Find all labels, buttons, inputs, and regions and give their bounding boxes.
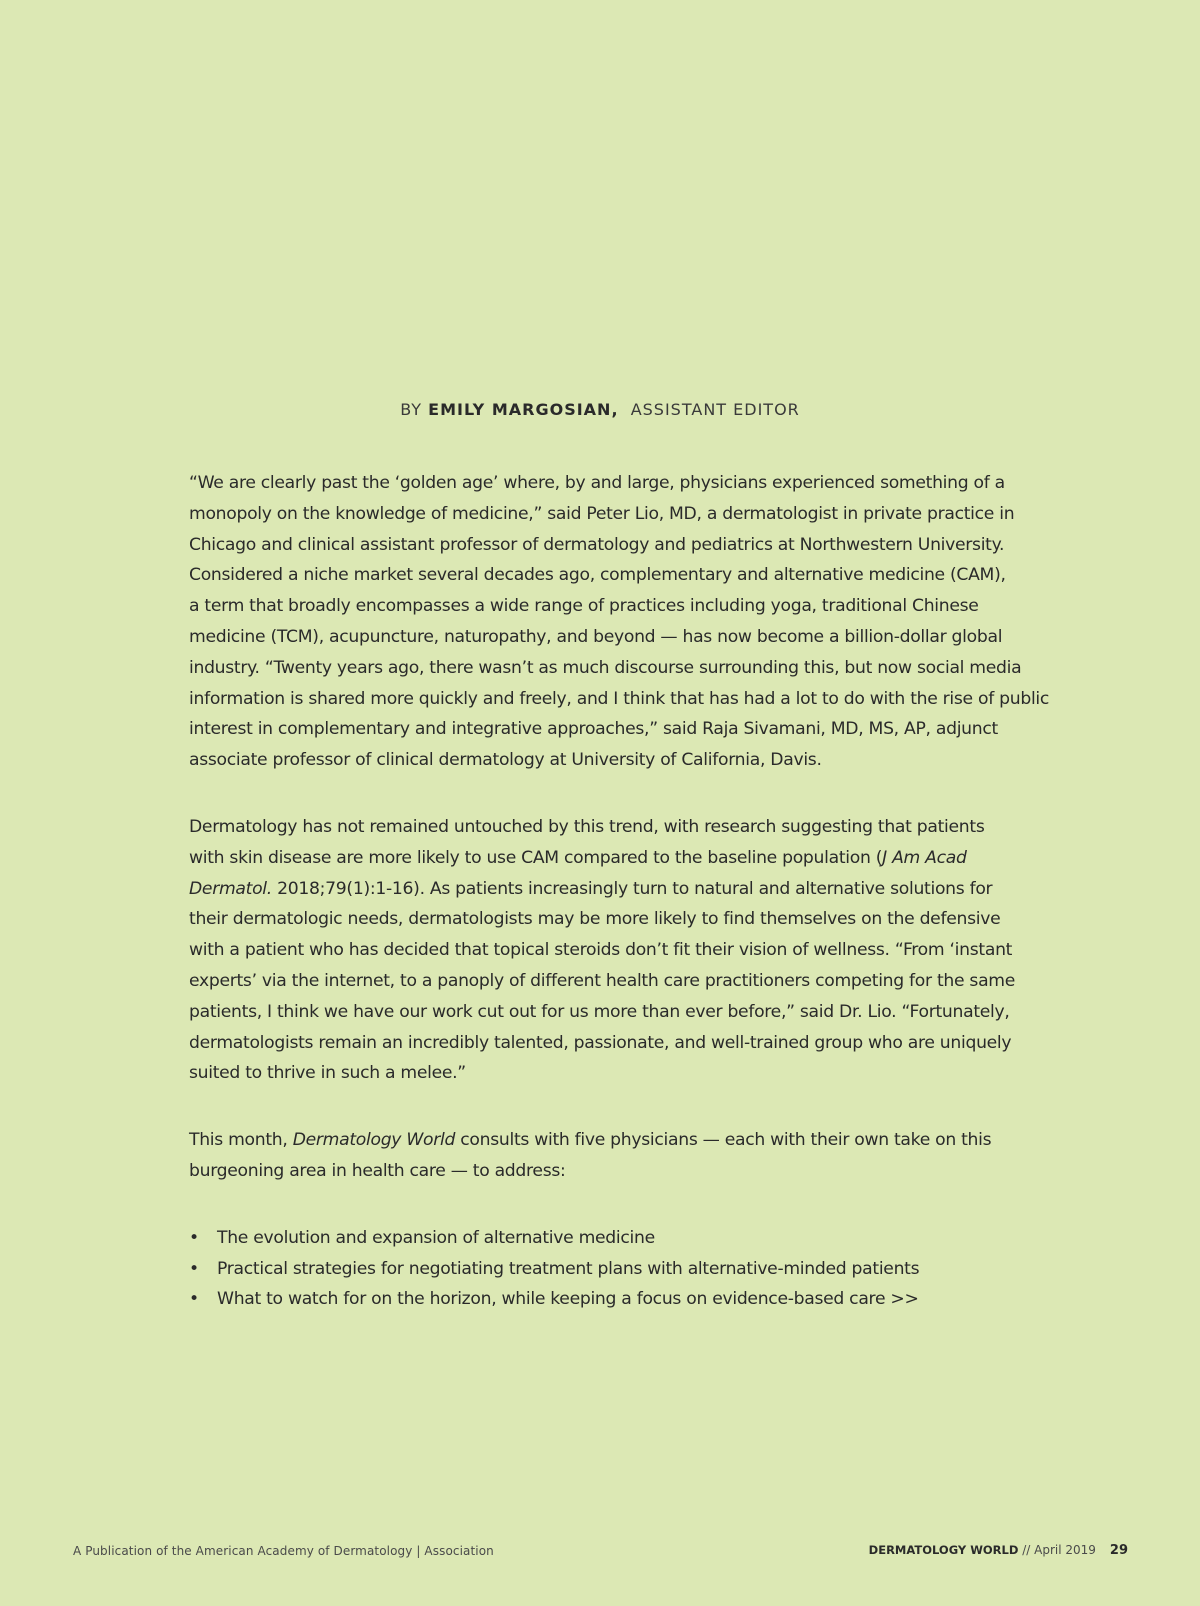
list-item <box>189 1254 1039 1285</box>
text-line: experts’ via the internet, to a panoply of different health care practitioners competing for the same <box>189 970 1016 991</box>
text-line: “We are clearly past the ‘golden age’ where, by and large, physicians experienced something of a <box>189 473 1005 493</box>
text-line <box>189 874 1039 905</box>
text-line: burgeoning area in health care — to address: <box>189 1160 566 1181</box>
magazine-title: Dermatology World <box>292 1130 456 1151</box>
byline-author: EMILY MARGOSIAN, <box>428 400 619 419</box>
bullet-icon: • <box>189 1289 199 1310</box>
text-line: Dermatology has not remained untouched by this trend, with research suggesting that patients <box>189 816 985 837</box>
text-run: with skin disease are more likely to use CAM compared to the baseline population ( <box>189 847 883 868</box>
text-line: patients, I think we have our work cut out for us more than ever before,” said Dr. Lio. “Fortunately, <box>189 1001 1010 1022</box>
paragraph-intro <box>189 468 1050 776</box>
list-item <box>189 1284 1039 1315</box>
text-line: their dermatologic needs, dermatologists may be more likely to find themselves on the defensive <box>189 909 1001 930</box>
text-line: associate professor of clinical dermatology at University of California, Davis. <box>189 750 822 771</box>
text-line <box>189 843 1039 874</box>
footer-issue-date: April 2019 <box>1034 1543 1096 1557</box>
article-body <box>189 468 1050 1315</box>
footer-publication: A Publication of the American Academy of Dermatology | Association <box>73 1544 494 1558</box>
text-run: consults with five physicians — each with their own take on this <box>455 1130 992 1151</box>
list-item-text: The evolution and expansion of alternative medicine <box>217 1227 655 1248</box>
bullet-icon: • <box>189 1227 199 1248</box>
text-run: 2018;79(1):1-16). As patients increasingly turn to natural and alternative solutions for <box>271 878 993 899</box>
text-line: information is shared more quickly and freely, and I think that has had a lot to do with the rise of public <box>189 688 1050 709</box>
text-line <box>189 1125 1039 1156</box>
text-line: a term that broadly encompasses a wide range of practices including yoga, traditional Chinese <box>189 596 979 617</box>
text-line: Considered a niche market several decades ago, complementary and alternative medicine (CAM), <box>189 565 1006 586</box>
text-line: suited to thrive in such a melee.” <box>189 1063 466 1084</box>
text-run: This month, <box>189 1130 293 1151</box>
list-item <box>189 1223 1039 1254</box>
byline-role: ASSISTANT EDITOR <box>630 400 800 419</box>
text-line: medicine (TCM), acupuncture, naturopathy, and beyond — has now become a billion-dollar global <box>189 626 1003 647</box>
paragraph-trend <box>189 812 1039 1089</box>
text-line: dermatologists remain an incredibly talented, passionate, and well-trained group who are uniquely <box>189 1032 1012 1053</box>
footer-issue-info <box>869 1543 1128 1558</box>
text-line: monopoly on the knowledge of medicine,” said Peter Lio, MD, a dermatologist in private practice in <box>189 503 1015 524</box>
text-line: with a patient who has decided that topical steroids don’t fit their vision of wellness. “From ‘instant <box>189 940 1013 961</box>
bullet-icon: • <box>189 1258 199 1279</box>
citation-journal: Dermatol. <box>189 878 272 899</box>
list-item-text: What to watch for on the horizon, while keeping a focus on evidence-based care >> <box>217 1289 919 1310</box>
footer-magazine-name: DERMATOLOGY WORLD <box>868 1543 1019 1557</box>
footer-separator: // <box>1018 1543 1035 1557</box>
list-item-text: Practical strategies for negotiating treatment plans with alternative-minded patients <box>217 1258 920 1279</box>
text-line: interest in complementary and integrative approaches,” said Raja Sivamani, MD, MS, AP, adjunct <box>189 719 998 740</box>
text-line: industry. “Twenty years ago, there wasn’t as much discourse surrounding this, but now social media <box>189 657 1022 678</box>
paragraph-this-month <box>189 1125 1039 1187</box>
byline <box>0 400 1200 419</box>
byline-prefix: BY <box>400 400 423 419</box>
page-number: 29 <box>1109 1543 1128 1558</box>
topic-list <box>189 1223 1039 1315</box>
text-line: Chicago and clinical assistant professor of dermatology and pediatrics at Northwestern University. <box>189 534 1005 555</box>
citation-journal: J Am Acad <box>882 847 967 868</box>
